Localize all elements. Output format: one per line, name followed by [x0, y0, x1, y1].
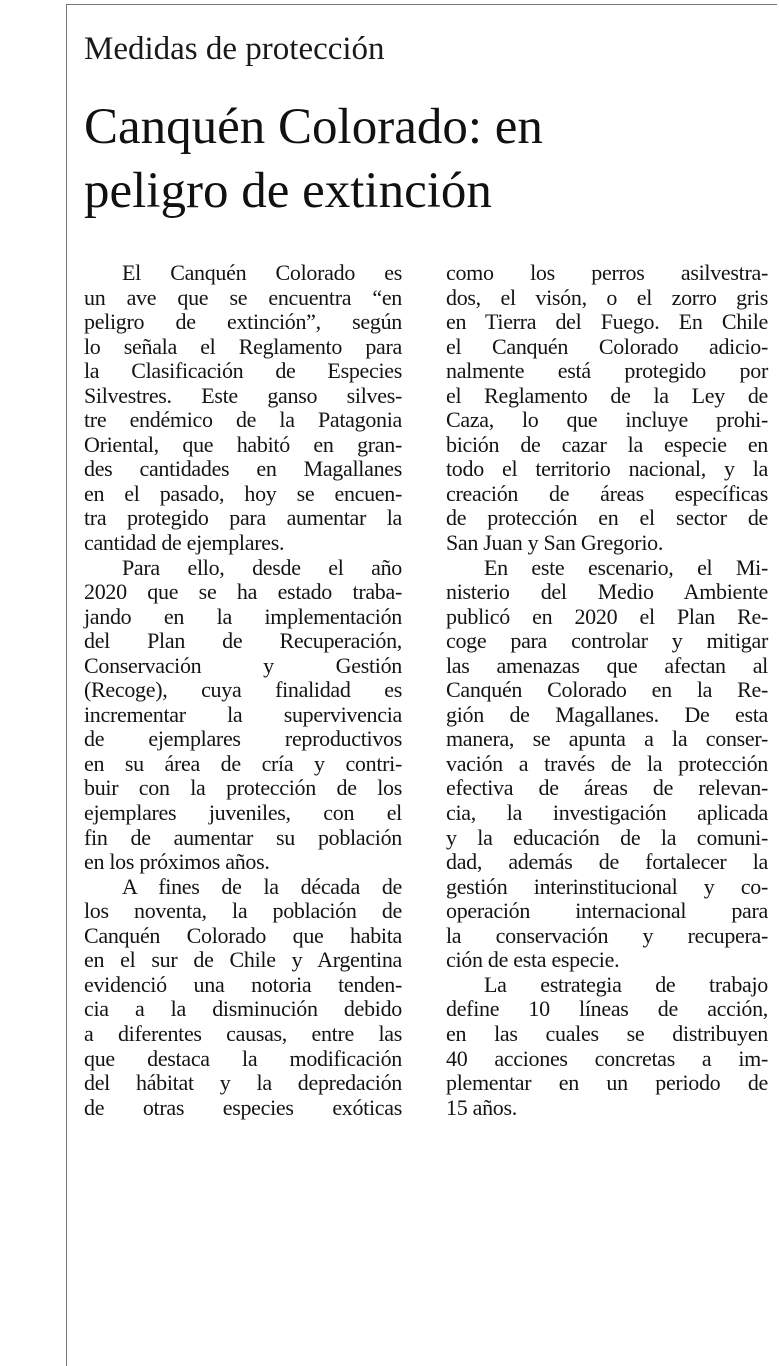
text-line: cia a la disminución debido: [84, 996, 402, 1022]
text-line: des cantidades en Magallanes: [84, 456, 402, 482]
text-line: En este escenario, el Mi-: [484, 554, 768, 580]
text-line: 2020 que se ha estado traba-: [84, 579, 402, 605]
text-line: peligro de extinción”, según: [84, 309, 402, 335]
text-line: en las cuales se distribuyen: [446, 1020, 768, 1046]
text-line: San Juan y San Gregorio.: [446, 530, 664, 556]
text-line: un ave que se encuentra “en: [84, 284, 402, 310]
section-kicker: Medidas de protección: [84, 31, 385, 67]
text-line: manera, se apunta a la conser-: [446, 726, 768, 752]
text-line: Canquén Colorado que habita: [84, 922, 402, 948]
text-line: publicó en 2020 el Plan Re-: [446, 603, 768, 629]
text-line: vación a través de la protección: [446, 750, 768, 776]
text-line: ción de esta especie.: [446, 947, 620, 973]
text-line: del hábitat y la depredación: [84, 1070, 402, 1096]
text-line: como los perros asilvestra-: [446, 260, 768, 285]
text-line: Silvestres. Este ganso silves-: [84, 382, 402, 408]
text-line: gión de Magallanes. De esta: [446, 701, 768, 727]
text-line: del Plan de Recuperación,: [84, 628, 402, 654]
text-line: Oriental, que habitó en gran-: [84, 431, 402, 457]
text-line: de otras especies exóticas: [84, 1094, 402, 1120]
text-line: en Tierra del Fuego. En Chile: [446, 309, 768, 335]
text-line: la conservación y recupera-: [446, 922, 768, 948]
text-line: gestión interinstitucional y co-: [446, 873, 768, 899]
text-line: nalmente está protegido por: [446, 358, 768, 384]
text-line: los noventa, la población de: [84, 898, 402, 924]
text-line: Conservación y Gestión: [84, 652, 402, 678]
text-line: 15 años.: [446, 1094, 517, 1120]
text-line: bición de cazar la especie en: [446, 431, 768, 457]
headline-line: peligro de extinción: [84, 163, 492, 219]
text-line: 40 acciones concretas a im-: [446, 1045, 768, 1071]
text-line: la Clasificación de Especies: [84, 358, 402, 384]
text-line: creación de áreas específicas: [446, 480, 768, 506]
text-line: Caza, lo que incluye prohi-: [446, 407, 768, 433]
article-column-left: [84, 261, 402, 1120]
text-line: de ejemplares reproductivos: [84, 726, 402, 752]
text-line: incrementar la supervivencia: [84, 701, 402, 727]
text-line: coge para controlar y mitigar: [446, 628, 768, 654]
text-line: A fines de la década de: [122, 873, 402, 899]
text-line: (Recoge), cuya finalidad es: [84, 677, 402, 703]
text-line: Para ello, desde el año: [122, 554, 402, 580]
text-line: las amenazas que afectan al: [446, 652, 768, 678]
text-line: Canquén Colorado en la Re-: [446, 677, 768, 703]
text-line: jando en la implementación: [84, 603, 402, 629]
text-line: operación internacional para: [446, 898, 768, 924]
text-line: en el pasado, hoy se encuen-: [84, 480, 402, 506]
text-line: La estrategia de trabajo: [484, 971, 768, 997]
text-line: y la educación de la comuni-: [446, 824, 768, 850]
text-line: el Reglamento de la Ley de: [446, 382, 768, 408]
text-line: El Canquén Colorado es: [122, 260, 402, 285]
text-line: evidenció una notoria tenden-: [84, 971, 402, 997]
text-line: plementar en un periodo de: [446, 1070, 768, 1096]
headline-line: Canquén Colorado: en: [84, 99, 543, 155]
text-line: en su área de cría y contri-: [84, 750, 402, 776]
article-column-right: [446, 261, 768, 1120]
text-line: que destaca la modificación: [84, 1045, 402, 1071]
text-line: todo el territorio nacional, y la: [446, 456, 768, 482]
text-line: de protección en el sector de: [446, 505, 768, 531]
text-line: cantidad de ejemplares.: [84, 530, 285, 556]
text-line: a diferentes causas, entre las: [84, 1020, 402, 1046]
article-headline: [84, 95, 764, 223]
text-line: define 10 líneas de acción,: [446, 996, 768, 1022]
text-line: el Canquén Colorado adicio-: [446, 333, 768, 359]
text-line: efectiva de áreas de relevan-: [446, 775, 768, 801]
text-line: en el sur de Chile y Argentina: [84, 947, 402, 973]
text-line: dad, además de fortalecer la: [446, 849, 768, 875]
text-line: cia, la investigación aplicada: [446, 800, 768, 826]
text-line: nisterio del Medio Ambiente: [446, 579, 768, 605]
text-line: dos, el visón, o el zorro gris: [446, 284, 768, 310]
text-line: en los próximos años.: [84, 849, 270, 875]
text-line: lo señala el Reglamento para: [84, 333, 402, 359]
text-line: fin de aumentar su población: [84, 824, 402, 850]
text-line: tra protegido para aumentar la: [84, 505, 402, 531]
text-line: tre endémico de la Patagonia: [84, 407, 402, 433]
text-line: buir con la protección de los: [84, 775, 402, 801]
text-line: ejemplares juveniles, con el: [84, 800, 402, 826]
